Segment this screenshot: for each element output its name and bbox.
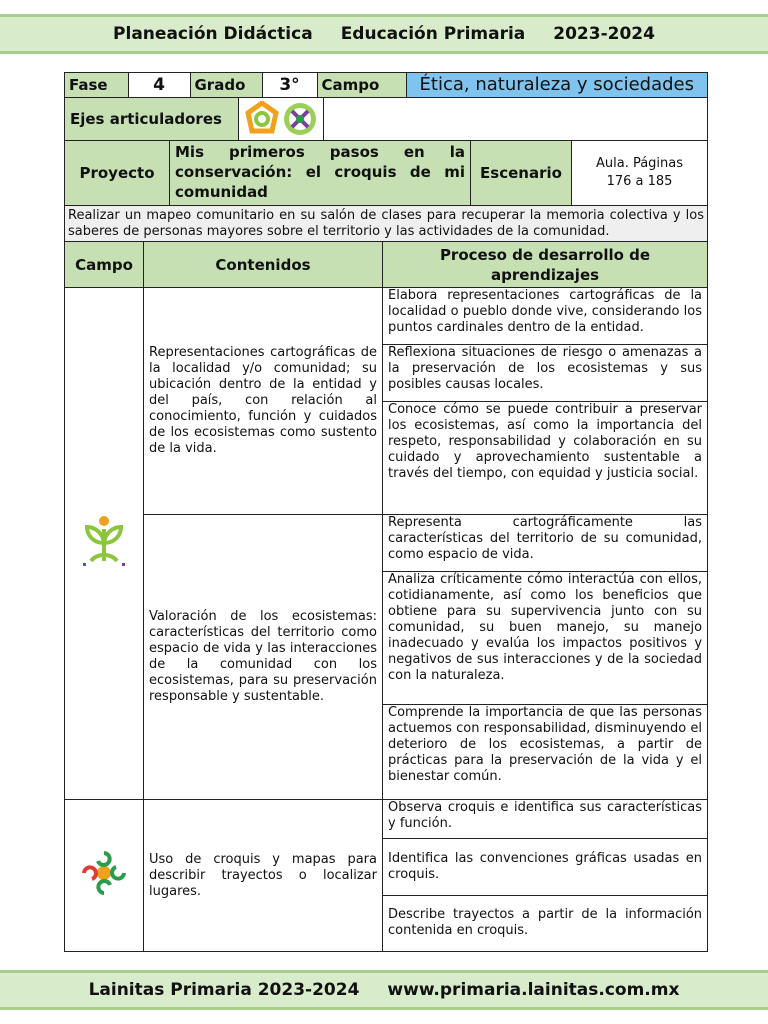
- campo-label: Campo: [317, 73, 406, 97]
- escenario-value: Aula. Páginas 176 a 185: [595, 156, 684, 189]
- project-description: Realizar un mapeo comunitario en su salón de clases para recuperar la memoria colectiva y los saberes de personas mayores sobre el territorio y las actividades de la comunidad.: [65, 206, 708, 242]
- proceso-2-2: Analiza críticamente cómo interactúa con ellos, cotidianamente, así como los beneficios que obtiene para su supervivencia junto con su comunidad, su buen manejo, su manejo inadecuado y evalúa los impactos positivos y negativos de sus interacciones y de la sociedad con la naturaleza.: [383, 572, 707, 705]
- header-banner: [0, 14, 768, 54]
- grado-label: Grado: [190, 73, 262, 97]
- contenido-1: Representaciones cartográficas de la localidad y/o comunidad; su ubicación dentro de la entidad y del país, con relación al conocimiento, función y cuidados de los ecosistemas como sustento de la vida.: [144, 288, 383, 515]
- grado-value: 3°: [262, 73, 317, 97]
- proceso-1-2: Reflexiona situaciones de riesgo o amenazas a la preservación de los ecosistemas y sus posibles causas locales.: [383, 345, 707, 402]
- fase-label: Fase: [65, 73, 128, 97]
- footer-url[interactable]: www.primaria.lainitas.com.mx: [387, 980, 680, 1000]
- pensamiento-critico-icon: [80, 849, 128, 897]
- proceso-1-3: Conoce cómo se puede contribuir a preservar los ecosistemas, así como la importancia del respeto, responsabilidad y colaboración en su cuidado y aprovechamiento sustentable a través del tiempo, con equidad y justicia social.: [388, 402, 703, 481]
- col-proceso: Proceso de desarrollo de aprendizajes: [383, 242, 708, 288]
- campo-icon-cell-2: [65, 800, 144, 952]
- campo-value: Ética, naturaleza y sociedades: [406, 73, 707, 97]
- proceso-3-1: Observa croquis e identifica sus características y función.: [383, 800, 707, 839]
- ejes-icons: [239, 98, 324, 140]
- col-campo: Campo: [65, 242, 144, 288]
- planning-table: [64, 72, 708, 952]
- proceso-3-3: Describe trayectos a partir de la información contenida en croquis.: [388, 907, 703, 938]
- eje-interculturalidad-icon: [244, 101, 280, 137]
- contenido-3: Uso de croquis y mapas para describir trayectos o localizar lugares.: [144, 800, 383, 952]
- proceso-2-3: Comprende la importancia de que las personas actuemos con responsabilidad, disminuyendo el deterioro de los ecosistemas, a partir de prácticas para la preservación de la vida y el bienestar común.: [388, 705, 703, 784]
- header-year: 2023-2024: [553, 24, 655, 44]
- campo-icon-cell: [65, 288, 144, 800]
- footer-banner: [0, 970, 768, 1010]
- header-title: Planeación Didáctica: [113, 24, 313, 44]
- ejes-label: Ejes articuladores: [65, 98, 239, 140]
- footer-brand: Lainitas Primaria 2023-2024: [88, 980, 360, 1000]
- proceso-2-1: Representa cartográficamente las características del territorio de su comunidad, como espacio de vida.: [383, 515, 707, 572]
- proceso-1-1: Elabora representaciones cartográficas de la localidad o pueblo donde vive, considerando los puntos cardinales dentro de la entidad.: [383, 288, 707, 345]
- eje-vida-saludable-icon: [282, 101, 318, 137]
- etica-naturaleza-icon: [79, 513, 129, 569]
- proceso-3-2: Identifica las convenciones gráficas usadas en croquis.: [383, 839, 707, 896]
- header-level: Educación Primaria: [340, 24, 526, 44]
- col-contenidos: Contenidos: [144, 242, 383, 288]
- contenido-2: Valoración de los ecosistemas: características del territorio como espacio de vida y las interacciones de la comunidad con los ecosistemas, para su preservación responsable y sustentable.: [144, 515, 383, 800]
- escenario-label: Escenario: [471, 141, 572, 205]
- fase-value: 4: [128, 73, 190, 97]
- proyecto-label: Proyecto: [65, 141, 170, 205]
- proyecto-value: Mis primeros pasos en la conservación: el croquis de mi comunidad: [170, 141, 471, 205]
